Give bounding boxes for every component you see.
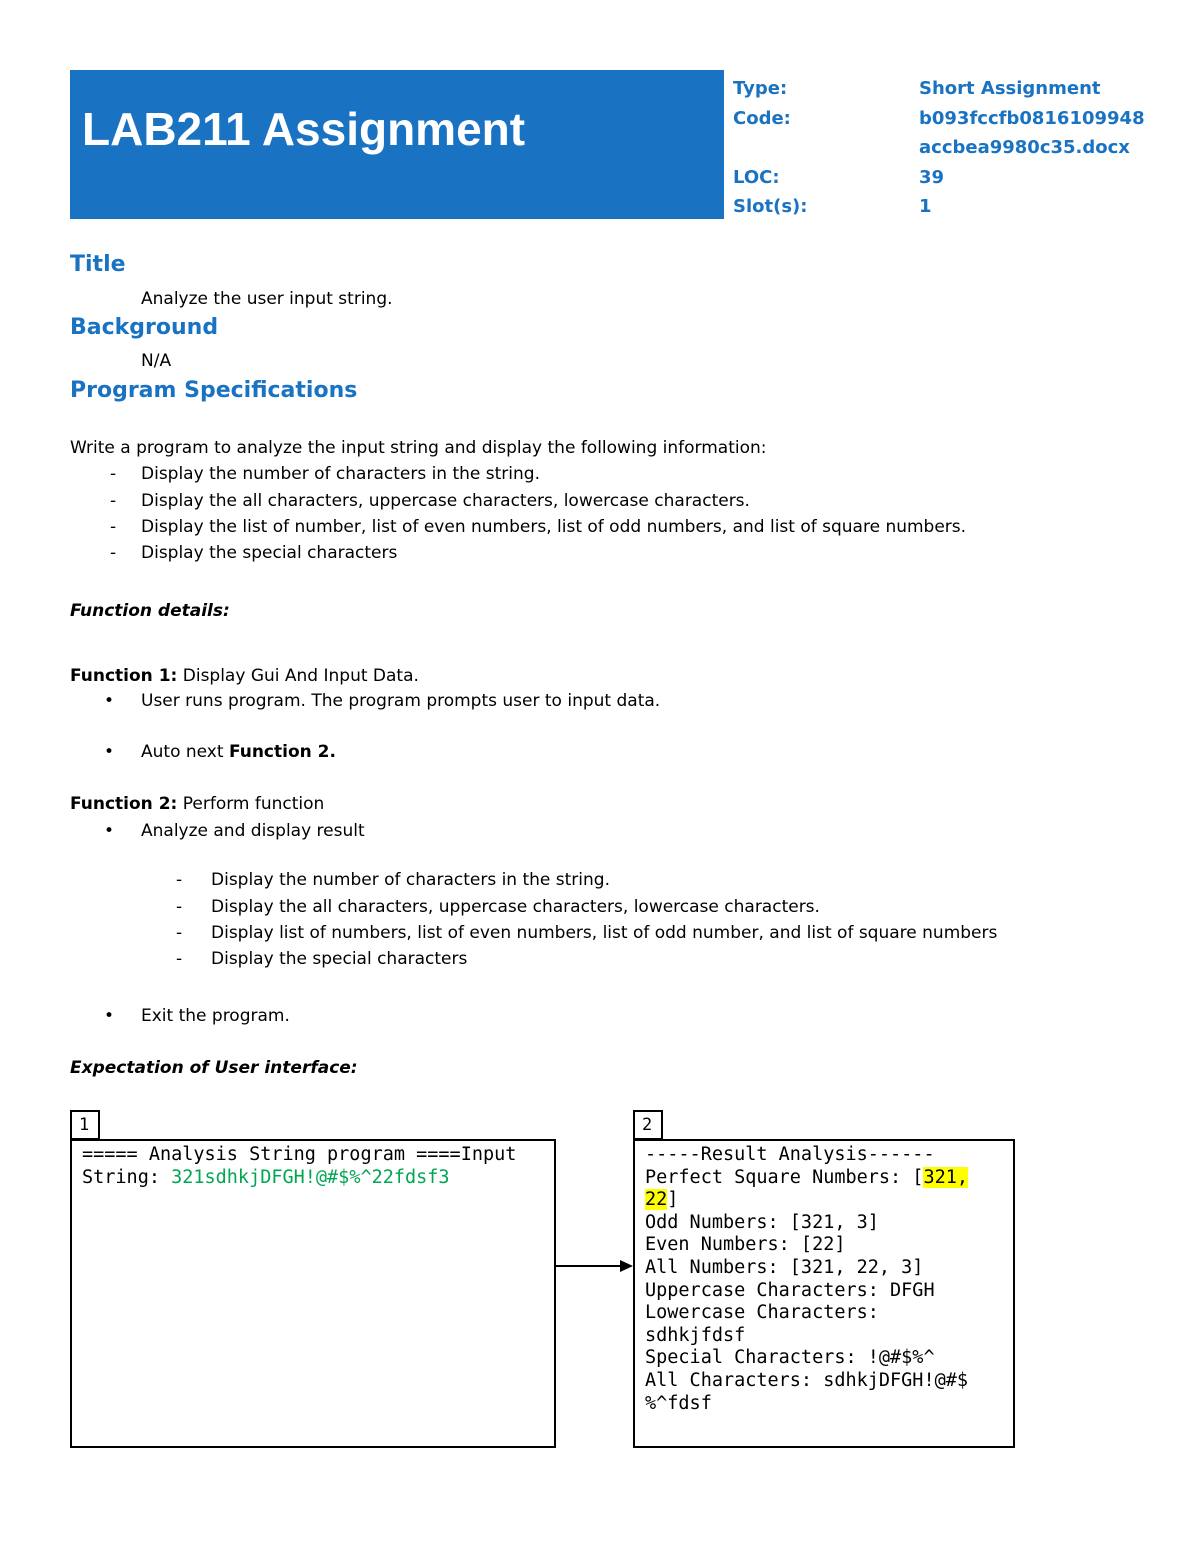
function-details-label: Function details: [70,601,230,621]
spec-bullet: Display the list of number, list of even numbers, list of odd numbers, and list of square numbers. [141,517,967,537]
meta-row-code-cont [733,133,1173,163]
auto-next-text: Auto next [141,742,224,762]
all-numbers: All Numbers: [321, 22, 3] [645,1256,924,1278]
section-heading-spec: Program Specifications [70,378,358,403]
meta-row-slots [733,192,1173,222]
dash-marker: - [110,491,117,511]
function1-line [70,665,419,687]
all-characters-b: %^fdsf [645,1392,712,1414]
dash-marker: - [110,543,117,563]
meta-label [733,133,919,163]
function2-sub-bullet: Display the special characters [211,949,468,969]
dash-marker: - [176,949,183,969]
dash-marker: - [110,517,117,537]
screen1-input-value: 321sdhkjDFGH!@#$%^22fdsf3 [171,1166,450,1188]
function2-desc: Perform function [182,794,325,814]
meta-row-type [733,74,1173,104]
meta-label: Code: [733,107,791,129]
background-text: N/A [141,351,172,371]
document-title: LAB211 Assignment [82,103,526,155]
even-numbers: Even Numbers: [22] [645,1234,846,1256]
odd-numbers: Odd Numbers: [321, 3] [645,1211,879,1233]
meta-row-code [733,104,1173,134]
screen2-header: -----Result Analysis------ [645,1144,935,1165]
spec-bullet: Display the number of characters in the string. [141,464,540,484]
meta-value: 39 [919,166,945,188]
arrow-right-icon [556,1258,634,1274]
bullet-marker: • [104,1006,115,1026]
header-banner [70,70,724,219]
function1-desc: Display Gui And Input Data. [182,666,419,686]
meta-value: b093fccfb0816109948 [919,107,1145,129]
bullet-marker: • [104,691,115,711]
screen2-console [633,1139,1015,1448]
spec-bullet: Display the special characters [141,543,398,563]
function2-bullet: Analyze and display result [141,821,365,841]
spec-bullet: Display the all characters, uppercase characters, lowercase characters. [141,491,750,511]
screen1-prompt: String: [82,1166,172,1188]
meta-value: accbea9980c35.docx [919,137,1130,158]
function2-line [70,793,324,815]
title-text: Analyze the user input string. [141,289,393,309]
function2-sub-bullet: Display the all characters, uppercase characters, lowercase characters. [211,897,820,917]
special-characters: Special Characters: !@#$%^ [645,1347,935,1369]
screen2-number: 2 [633,1110,663,1140]
bullet-marker: • [104,821,115,841]
lowercase-label: Lowercase Characters: [645,1302,879,1324]
perfect-square-value-a: 321, [923,1166,969,1188]
meta-value: 1 [919,196,932,217]
ui-expectation-label: Expectation of User interface: [70,1058,358,1078]
function1-bullet-next [141,741,336,763]
function2-label: Function 2: [70,794,178,814]
lowercase-value: sdhkjfdsf [645,1324,746,1346]
meta-value: Short Assignment [919,78,1101,99]
meta-label: Type: [733,78,788,99]
dash-marker: - [176,870,183,890]
perfect-square-value-b: 22 [645,1189,668,1211]
function1-label: Function 1: [70,666,178,686]
dash-marker: - [176,897,183,917]
screen1-line1: ===== Analysis String program ====Input [82,1144,517,1165]
spec-intro: Write a program to analyze the input string and display the following information: [70,438,767,458]
meta-label: Slot(s): [733,196,808,217]
perfect-square-close: ] [667,1189,679,1211]
dash-marker: - [110,464,117,484]
dash-marker: - [176,923,183,943]
function2-exit: Exit the program. [141,1006,290,1026]
bullet-marker: • [104,742,115,762]
perfect-square-label: Perfect Square Numbers: [ [645,1166,924,1188]
meta-table [733,74,1173,222]
function2-sub-bullet: Display list of numbers, list of even numbers, list of odd number, and list of square numbers [211,923,998,943]
meta-row-loc [733,163,1173,193]
meta-label: LOC: [733,166,780,188]
screen1-console [70,1139,556,1448]
uppercase-characters: Uppercase Characters: DFGH [645,1279,935,1301]
section-heading-title: Title [70,252,126,277]
screen1-number: 1 [70,1110,100,1140]
function1-bullet: User runs program. The program prompts user to input data. [141,691,661,711]
auto-next-function: Function 2. [228,742,336,762]
function2-sub-bullet: Display the number of characters in the string. [211,870,610,890]
all-characters-a: All Characters: sdhkjDFGH!@#$ [645,1369,969,1391]
section-heading-background: Background [70,315,219,340]
